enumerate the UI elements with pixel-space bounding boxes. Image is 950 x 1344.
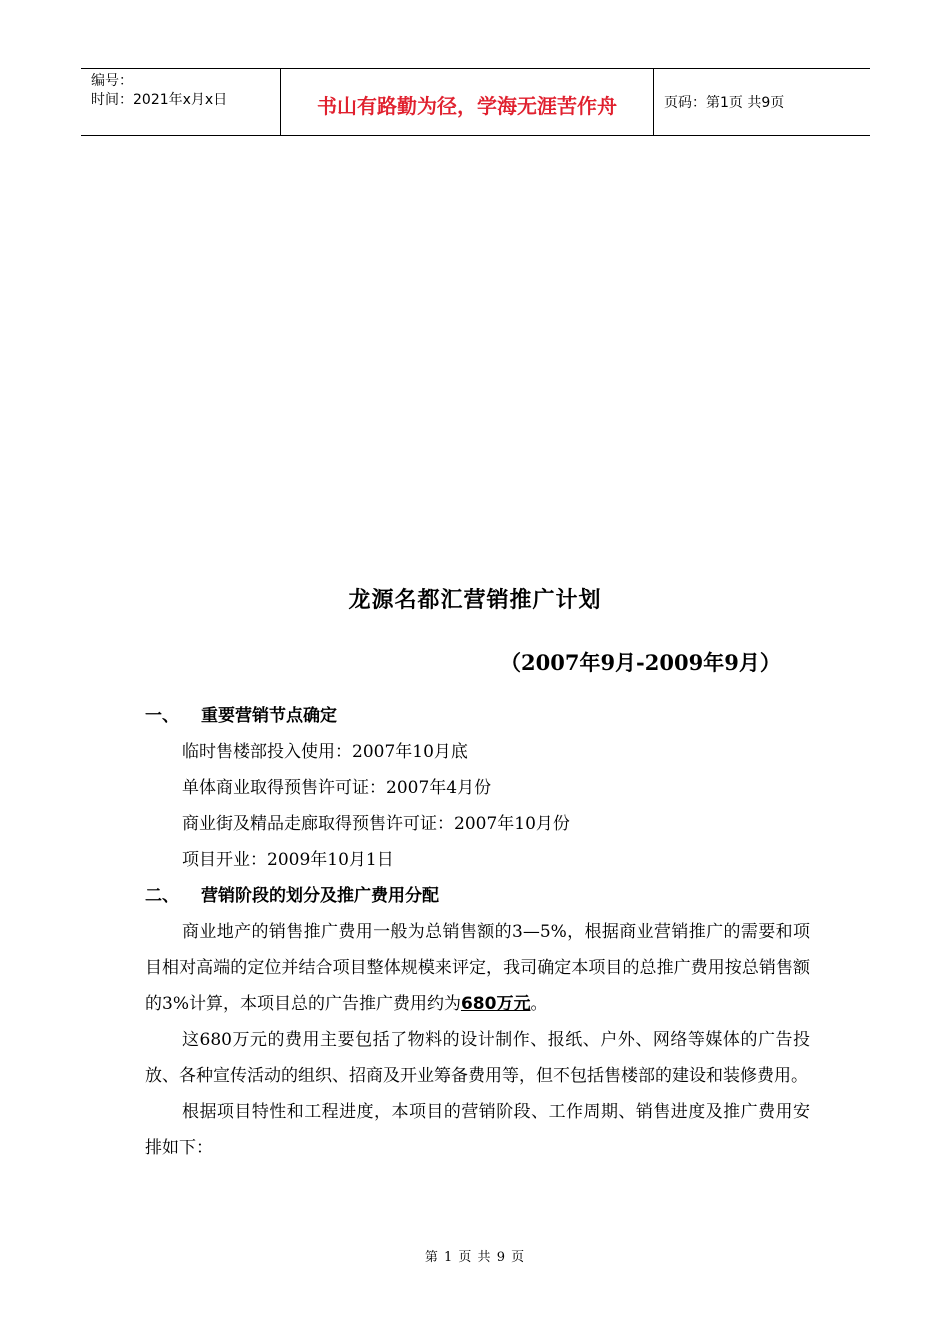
header-page-label: 页码：第1页 共9页 bbox=[664, 95, 785, 111]
list-item: 商业街及精品走廊取得预售许可证：2007年10月份 bbox=[182, 814, 570, 834]
paragraph-schedule: 根据项目特性和工程进度，本项目的营销阶段、工作周期、销售进度及推广费用安排如下： bbox=[145, 1102, 810, 1158]
header-meta-cell bbox=[81, 69, 281, 135]
list-item: 单体商业取得预售许可证：2007年4月份 bbox=[182, 778, 492, 798]
number-label: 编号： bbox=[91, 73, 133, 89]
header-motto: 书山有路勤为径，学海无涯苦作舟 bbox=[281, 69, 654, 135]
section-heading-1 bbox=[145, 698, 810, 734]
document-title: 龙源名都汇营销推广计划 bbox=[348, 588, 602, 613]
page-footer: 第 1 页 共 9 页 bbox=[424, 1250, 526, 1265]
document-header bbox=[81, 68, 870, 136]
document-subtitle: （2007年9月-2009年9月） bbox=[500, 650, 781, 675]
section-number: 二、 bbox=[145, 886, 179, 906]
paragraph-budget bbox=[145, 914, 810, 1022]
paragraph-expenses: 这680万元的费用主要包括了物料的设计制作、报纸、户外、网络等媒体的广告投放、各种宣传活动的组织、招商及开业筹备费用等，但不包括售楼部的建设和装修费用。 bbox=[145, 1030, 810, 1086]
paragraph-text: 商业地产的销售推广费用一般为总销售额的3—5%，根据商业营销推广的需要和项目相对高端的定位并结合项目整体规模来评定，我司确定本项目的总推广费用按总销售额的3%计算，本项目总的广告推广费用约为 bbox=[145, 922, 810, 1014]
paragraph-end: 。 bbox=[530, 994, 548, 1014]
section-number: 一、 bbox=[145, 706, 179, 726]
section-title: 重要营销节点确定 bbox=[201, 706, 337, 726]
section-title: 营销阶段的划分及推广费用分配 bbox=[201, 886, 439, 906]
document-body bbox=[145, 698, 810, 1166]
budget-highlight: 680万元 bbox=[460, 994, 531, 1014]
time-label: 时间：2021年x月x日 bbox=[91, 92, 228, 108]
list-item: 临时售楼部投入使用：2007年10月底 bbox=[182, 742, 468, 762]
list-item: 项目开业：2009年10月1日 bbox=[182, 850, 394, 870]
section-heading-2 bbox=[145, 878, 810, 914]
